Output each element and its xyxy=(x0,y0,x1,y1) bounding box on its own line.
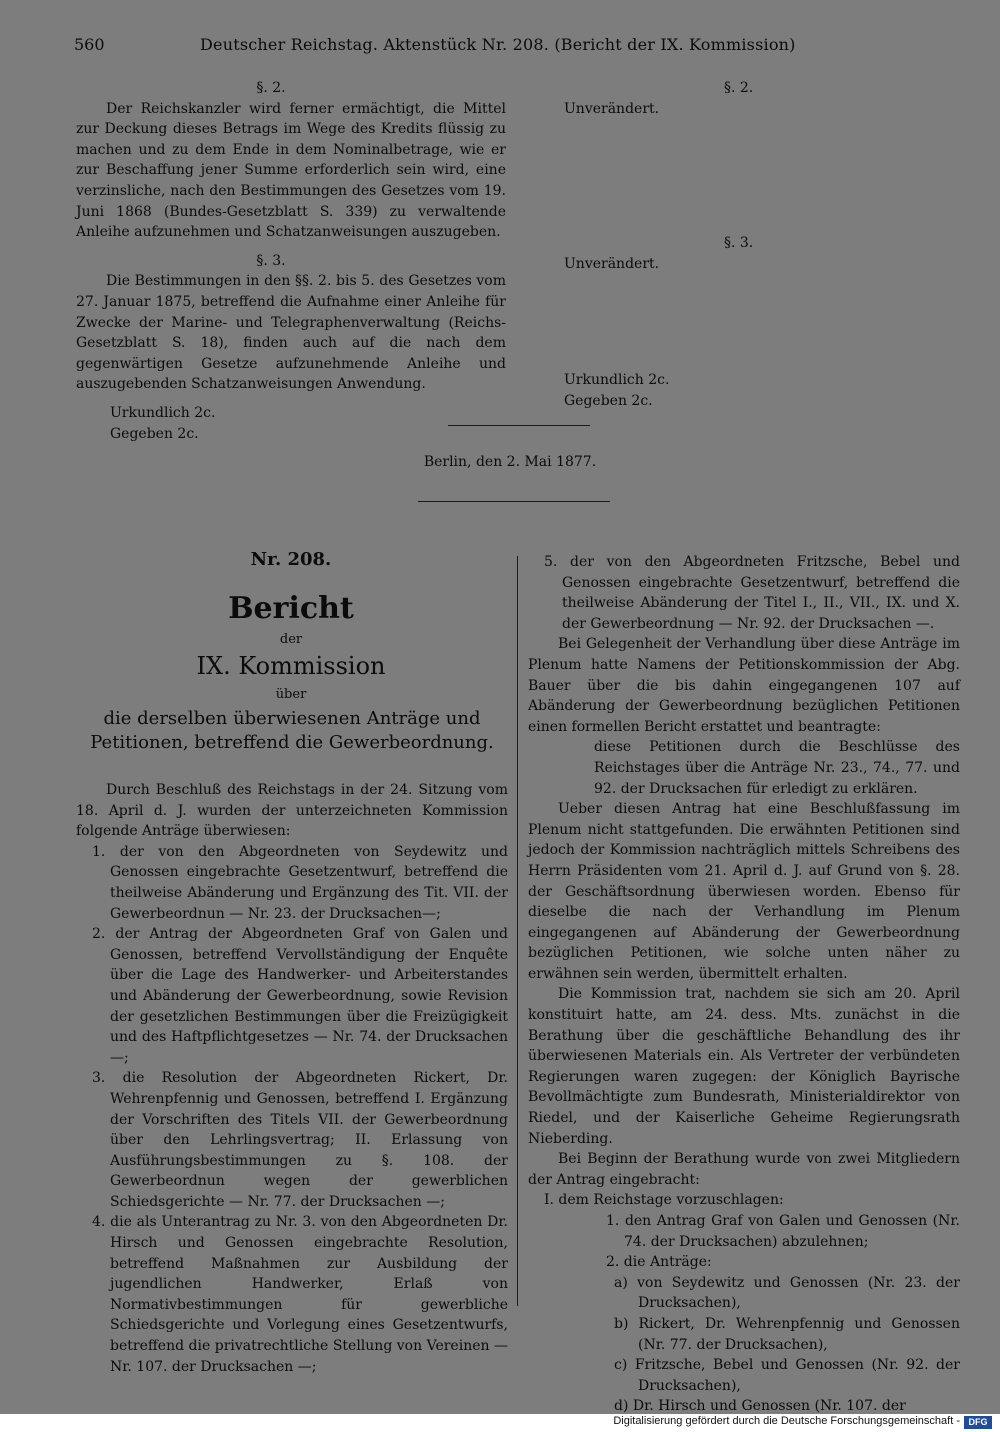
motion-item-3: 3. die Resolution der Abgeordneten Rickert, Dr. Wehrenpfennig und Genossen, betreffend I. Ergänzung der Vorschriften des Titels VII. der Gewerbeordnung über den Lehrlingsvertrag; II. Erlassung von Ausführungsbestimmungen zu §. 108. der Gewerbeordnun wegen der gewerblichen Schiedsgerichte — Nr. 77. der Drucksachen —; xyxy=(92,1070,508,1210)
plenum-paragraph: Ueber diesen Antrag hat eine Beschlußfassung im Plenum nicht stattgefunden. Die erwähnten Petitionen sind jedoch der Kommission nachträglich mittels Schreibens des Herrn Präsidenten vom 21. April d. J. auf Grund von §. 28. der Geschäftsordnung überwiesen worden. Ebenso für dieselbe die nach der Verhandlung im Plenum eingegangenen auf Abänderung der Gewerbeordnung bezüglichen Petitionen, wie solche unten näher zu erwähnen sein werden, übermittelt erhalten. xyxy=(528,801,960,982)
statute-right-column xyxy=(564,78,924,119)
proposal-2c: c) Fritzsche, Bebel und Genossen (Nr. 92. der Drucksachen), xyxy=(614,1357,960,1394)
section-2-heading-right: §. 2. xyxy=(724,80,754,96)
statute-left-column xyxy=(76,78,506,444)
section-2-heading-left: §. 2. xyxy=(256,80,286,96)
closing-gegeben-left: Gegeben 2c. xyxy=(110,425,199,442)
closing-urkundlich-right: Urkundlich 2c. xyxy=(564,372,670,388)
proposal-1: 1. den Antrag Graf von Galen und Genossen (Nr. 74. der Drucksachen) abzulehnen; xyxy=(606,1213,960,1250)
section-2-text-right: Unverändert. xyxy=(564,100,660,117)
section-2-text-left: Der Reichskanzler wird ferner ermächtigt, die Mittel zur Deckung dieses Betrags im Wege des Kredits flüssig zu machen und zu dem Ende in dem Nominalbetrage, wie er zur Beschaffung jener Summe erforderlich sein wird, eine verzinsliche, nach den Bestimmungen des Gesetzes vom 19. Juni 1868 (Bundes-Gesetzblatt S. 339) zu verwaltende Anleihe aufzunehmen und Schatzanweisungen auszugeben. xyxy=(76,100,506,241)
petition-paragraph: Bei Gelegenheit der Verhandlung über diese Anträge im Plenum hatte Namens der Petitionskommission der Abg. Bauer über die bis dahin eingegangenen 107 auf Abänderung der Gewerbeordnung bezüglichen Petitionen einen formellen Bericht erstattet und beantragte: xyxy=(528,636,960,735)
closing-gegeben-right: Gegeben 2c. xyxy=(564,392,653,409)
proposal-2a: a) von Seydewitz und Genossen (Nr. 23. der Drucksachen), xyxy=(614,1274,960,1312)
dateline: Berlin, den 2. Mai 1877. xyxy=(423,454,597,470)
report-subject: die derselben überwiesenen Anträge und Petitionen, betreffend die Gewerbeordnung. xyxy=(90,708,494,753)
motion-item-4: 4. die als Unterantrag zu Nr. 3. von den Abgeordneten Dr. Hirsch und Genossen eingebrachte Resolution, betreffend Maßnahmen zur Ausbildung der jugendlichen Handwerker, Erlaß von Normativbestimmungen für gewerbliche Schiedsgerichte und Vorlegung eines Gesetzentwurfs, betreffend die privatrechtliche Stellung von Vereinen — Nr. 107. der Drucksachen —; xyxy=(92,1214,508,1375)
report-commission: IX. Kommission xyxy=(196,652,386,680)
footer-bar xyxy=(0,1414,1000,1432)
petition-quote: diese Petitionen durch die Beschlüsse des Reichstages über die Anträge Nr. 23., 74., 77. und 92. der Drucksachen für erledigt zu erklären. xyxy=(594,739,960,797)
intro-paragraph: Durch Beschluß des Reichstags in der 24. Sitzung vom 18. April d. J. wurden der unterzeichneten Kommission folgende Anträge überwiesen: xyxy=(76,782,508,840)
motion-intro-paragraph: Bei Beginn der Berathung wurde von zwei Mitgliedern der Antrag eingebracht: xyxy=(528,1151,960,1188)
motion-item-5: 5. der von den Abgeordneten Fritzsche, Bebel und Genossen eingebrachte Gesetzentwurf, betreffend die theilweise Abänderung der Titel I., II., VII., IX. und X. der Gewerbeordnung — Nr. 92. der Drucksachen —. xyxy=(544,554,960,632)
section-3-text-right: Unverändert. xyxy=(564,255,660,272)
proposal-2d: d) Dr. Hirsch und Genossen (Nr. 107. der xyxy=(614,1398,906,1415)
commission-paragraph: Die Kommission trat, nachdem sie sich am 20. April konstituirt hatte, am 24. dess. Mts. zunächst in die Berathung über die geschäftliche Behandlung des ihr überwiesenen Materials ein. Als Vertreter der verbündeten Regierungen waren zugegen: der Königlich Bayrische Bevollmächtigte zum Bundesrath, Ministerialdirektor von Riedel, und der Kaiserliche Geheime Regierungsrath Nieberding. xyxy=(528,986,960,1147)
proposal-2: 2. die Anträge: xyxy=(606,1254,712,1271)
report-heading: Bericht xyxy=(228,591,354,626)
section-3-text-left: Die Bestimmungen in den §§. 2. bis 5. des Gesetzes vom 27. Januar 1875, betreffend die Aufnahme einer Anleihe für Zwecke der Marine- und Telegraphenverwaltung (Reichs-Gesetzblatt S. 18), finden auch auf die nach dem gegenwärtigen Gesetze aufzunehmende Anleihe und auszugebenden Schatzanweisungen Anwendung. xyxy=(76,273,506,393)
section-3-heading-right: §. 3. xyxy=(724,235,754,251)
section-3-heading-left: §. 3. xyxy=(256,252,286,269)
closing-urkundlich-left: Urkundlich 2c. xyxy=(110,404,216,421)
column-divider xyxy=(517,556,518,1306)
report-der: der xyxy=(279,632,303,647)
motion-item-2: 2. der Antrag der Abgeordneten Graf von Galen und Genossen, betreffend Vervollständigung der Enquête über die Lage des Handwerker- und Arbeiterstandes und Abänderung der Gewerbeordnung, sowie Revision der gesetzlichen Bestimmungen über die Freizügigkeit und des Haftpflichtgesetzes — Nr. 74. der Drucksachen —; xyxy=(92,926,508,1066)
dfg-logo: DFG xyxy=(964,1416,992,1429)
footer-credit: Digitalisierung gefördert durch die Deutsche Forschungsgemeinschaft - xyxy=(613,1415,960,1427)
running-header: Deutscher Reichstag. Aktenstück Nr. 208. (Bericht der IX. Kommission) xyxy=(200,35,796,54)
proposal-I: I. dem Reichstage vorzuschlagen: xyxy=(544,1192,784,1209)
report-number: Nr. 208. xyxy=(250,549,332,570)
separator-rule-bottom xyxy=(418,501,610,502)
motion-item-1: 1. der von den Abgeordneten von Seydewitz und Genossen eingebrachte Gesetzentwurf, betreffend die theilweise Abänderung und Ergänzung des Tit. VII. der Gewerbeordnun — Nr. 23. der Drucksachen—; xyxy=(92,843,508,922)
proposal-2b: b) Rickert, Dr. Wehrenpfennig und Genossen (Nr. 77. der Drucksachen), xyxy=(614,1315,960,1353)
report-ueber: über xyxy=(275,687,307,702)
left-column-body xyxy=(76,780,508,1377)
statute-right-closing xyxy=(564,370,924,411)
page-number: 560 xyxy=(74,35,105,54)
statute-right-column-2 xyxy=(564,233,924,274)
separator-rule-top xyxy=(448,425,590,426)
right-column-body xyxy=(528,552,960,1417)
